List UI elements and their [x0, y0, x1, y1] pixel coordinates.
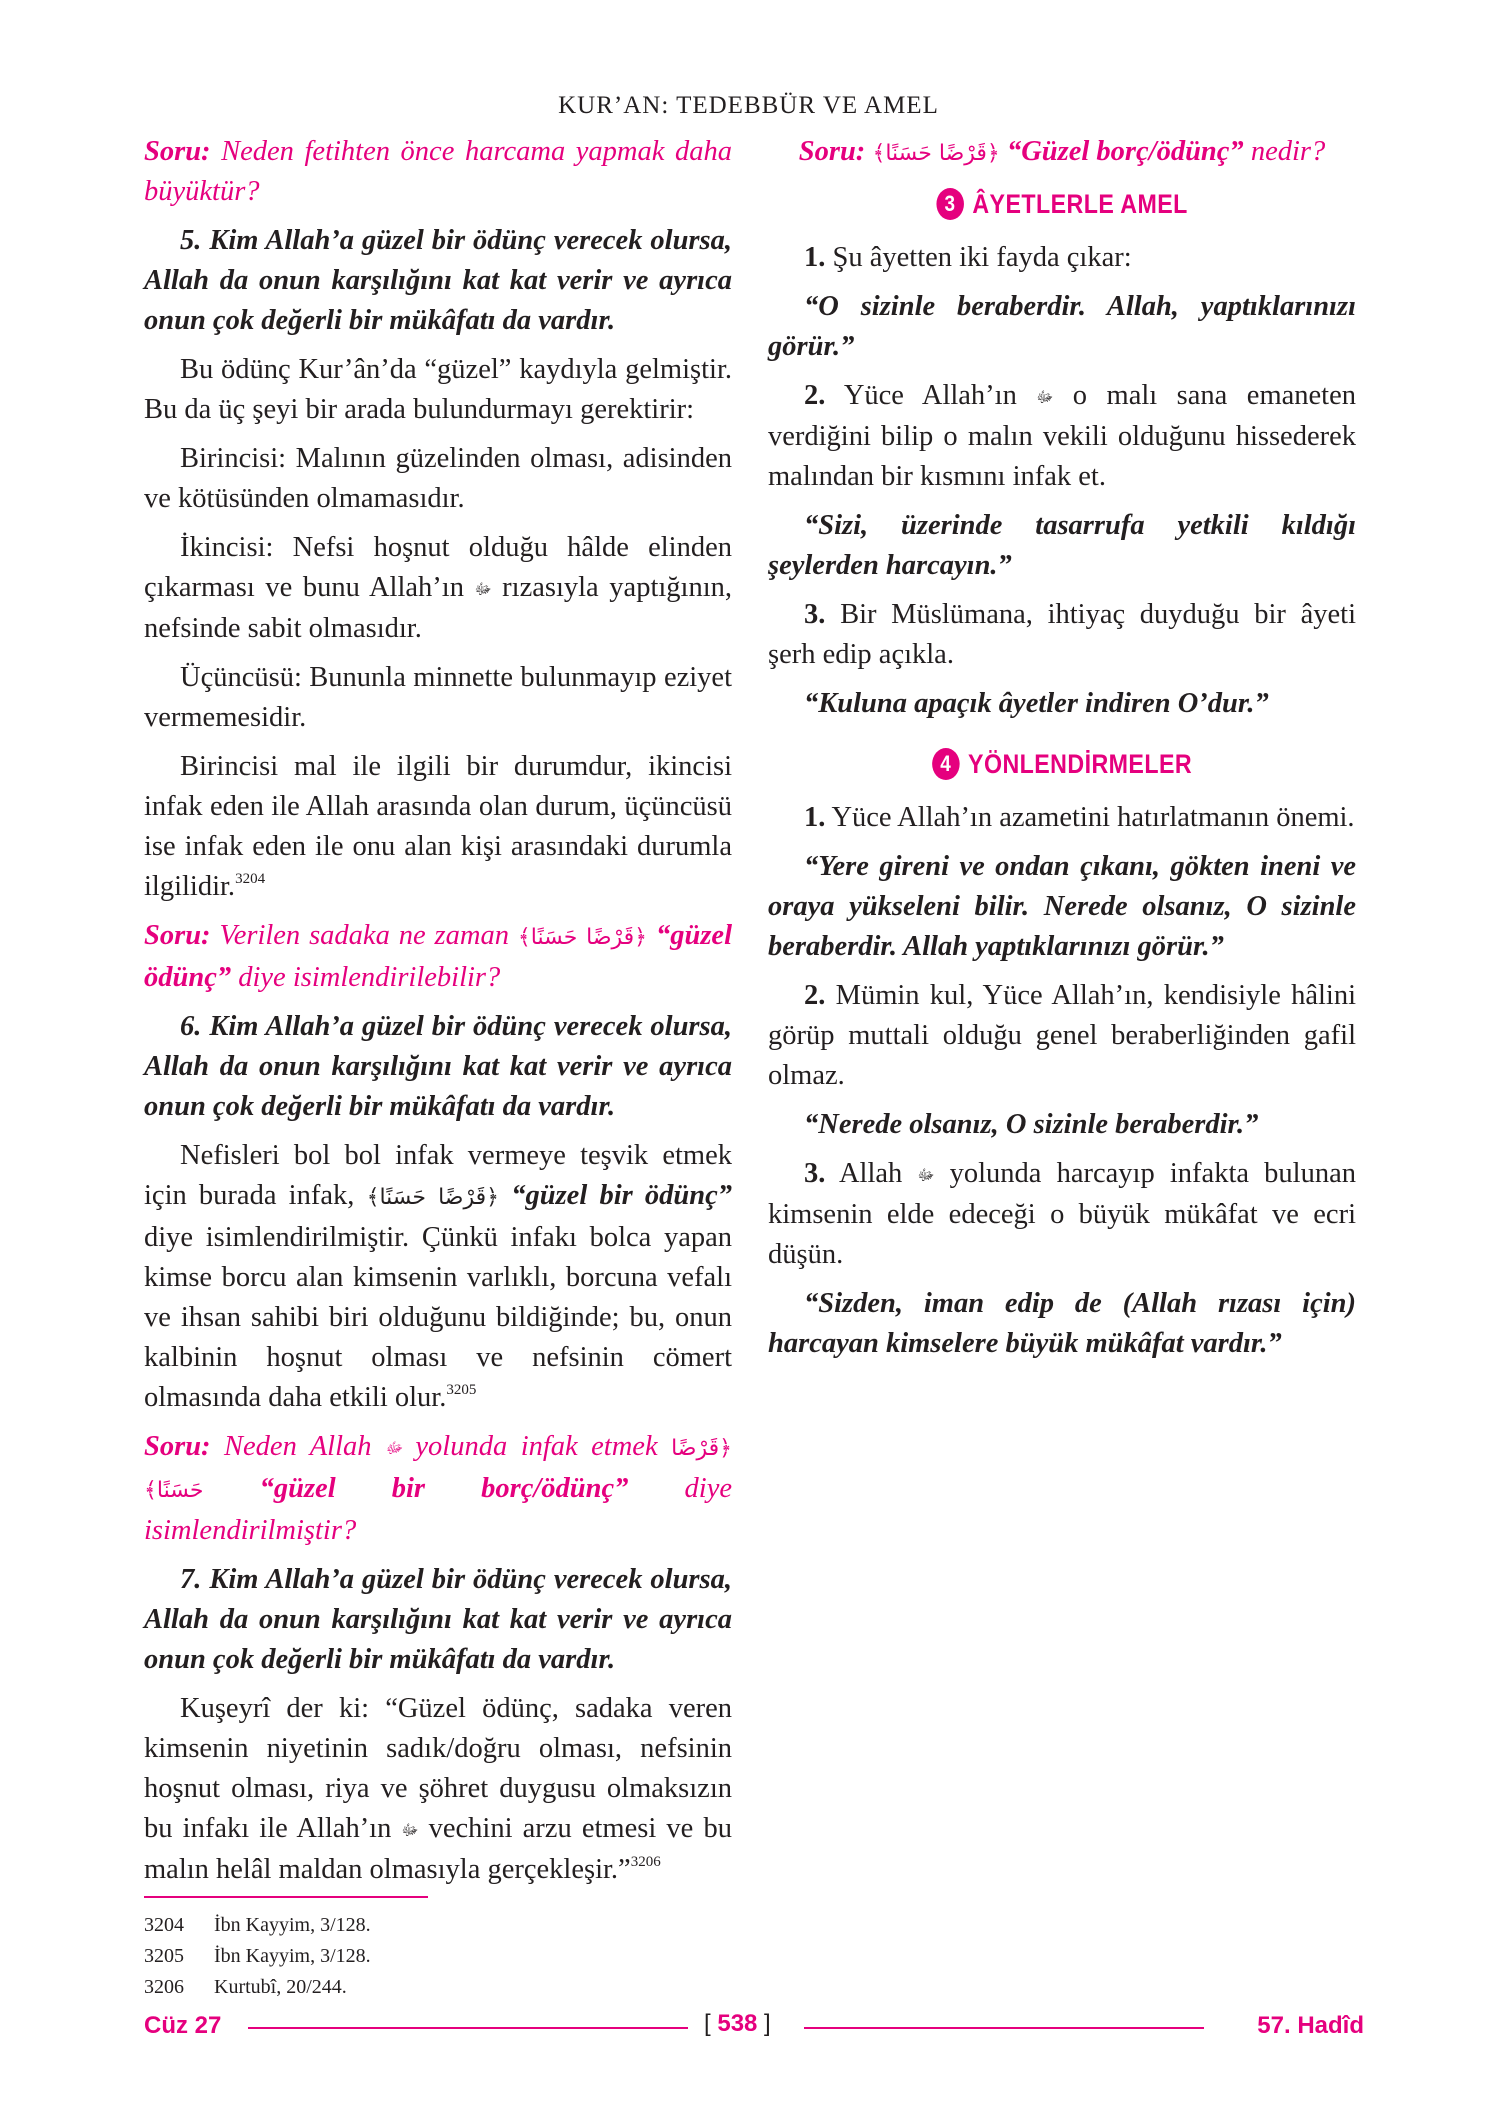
footnote-ref[interactable]: 3206: [630, 1854, 661, 1870]
text: diye isimlendirilmiştir. Çünkü infakı bolca yapan kimse borcu alan kimsenin varlıklı, borcuna vefalı ve ihsan sahibi biri olduğunu bildiğinde; bu, onun kalbinin hoşnut olması ve nefsinin cömert olmasında daha etkili olur.: [144, 1222, 732, 1413]
list-item: [768, 1154, 1356, 1275]
running-header: KUR’AN: TEDEBBÜR VE AMEL: [558, 92, 939, 119]
arabic-phrase: ﴿قَرْضًا حَسَنًا﴾: [517, 925, 648, 950]
quote: “Yere gireni ve ondan çıkanı, gökten ineni ve oraya yükseleni bilir. Nerede olsanız, O sizinle beraberdir. Allah yaptıklarınızı görür.”: [768, 851, 1356, 962]
footer-rule-right: [804, 2027, 1204, 2029]
text: Allah: [825, 1158, 918, 1189]
text: Yüce Allah’ın azametini hatırlatmanın önemi.: [825, 802, 1355, 833]
item-number: 3.: [804, 1158, 826, 1189]
text: Yüce Allah’ın: [825, 380, 1037, 411]
honorific-icon: ﷻ: [1036, 388, 1054, 406]
footnote-number: 3206: [144, 1976, 184, 1998]
verse-number: 6.: [180, 1011, 202, 1042]
section-number-badge: 3: [936, 188, 964, 220]
list-item: [768, 976, 1356, 1096]
question-2: [144, 916, 732, 998]
quote: “Nerede olsanız, O sizinle beraberdir.”: [804, 1109, 1259, 1140]
right-column: [768, 132, 1356, 1373]
verse-5: [144, 221, 732, 341]
section-heading-3: [809, 188, 1315, 220]
paragraph: [144, 1689, 732, 1890]
list-item: [768, 595, 1356, 675]
arabic-phrase: ﴿قَرْضًا حَسَنًا﴾: [872, 141, 1000, 166]
verse-6: [144, 1007, 732, 1127]
question-text: diye isimlendirilmiştir?: [144, 1473, 733, 1546]
page-number-value: 538: [717, 2010, 758, 2037]
honorific-icon: ﷻ: [385, 1439, 402, 1457]
verse-text: Kim Allah’a güzel bir ödünç verecek olursa, Allah da onun karşılığını kat kat verir ve ayrıca onun çok değerli bir mükâfatı da vardır.: [144, 1011, 732, 1122]
question-text: yolunda infak etmek: [401, 1431, 672, 1462]
question-text: diye isimlendirilebilir?: [231, 962, 501, 993]
question-text: Neden fetihten önce harcama yapmak daha büyüktür?: [144, 136, 732, 207]
term: “Güzel borç/ödünç”: [999, 136, 1244, 167]
question-text: Verilen sadaka ne zaman: [210, 920, 518, 951]
paragraph: [144, 528, 732, 649]
item-number: 2.: [804, 980, 826, 1011]
question-text: Neden Allah: [210, 1431, 385, 1462]
term: “güzel bir borç/ödünç”: [203, 1473, 629, 1504]
honorific-icon: ﷻ: [401, 1821, 419, 1839]
left-column: [144, 132, 732, 1899]
footnotes: [144, 1910, 371, 2003]
footnote: [144, 1910, 371, 1941]
honorific-icon: ﷻ: [474, 580, 492, 598]
text: Birincisi mal ile ilgili bir durumdur, ikincisi infak eden ile Allah arasında olan durum, üçüncüsü ise infak eden ile onu alan kişi arasındaki durumla ilgilidir.: [144, 751, 732, 902]
question-label: Soru:: [144, 136, 211, 167]
question-1: [144, 132, 732, 212]
item-number: 1.: [804, 802, 826, 833]
section-title: ÂYETLERLE AMEL: [972, 188, 1188, 219]
footnote: [144, 1941, 371, 1972]
juz-label: Cüz 27: [144, 2012, 222, 2039]
text: Bir Müslümana, ihtiyaç duyduğu bir âyeti şerh edip açıkla.: [768, 599, 1356, 670]
paragraph: Üçüncüsü: Bununla minnette bulunmayıp eziyet vermemesidir.: [144, 662, 732, 733]
honorific-icon: ﷻ: [917, 1166, 935, 1184]
text: vechini arzu etmesi ve bu malın helâl maldan olmasıyla gerçekleşir.”: [144, 1813, 732, 1885]
page-number: [704, 2010, 771, 2038]
footnote-text: Kurtubî, 20/244.: [214, 1976, 347, 1998]
verse-text: Kim Allah’a güzel bir ödünç verecek olursa, Allah da onun karşılığını kat kat verir ve ayrıca onun çok değerli bir mükâfatı da vardır.: [144, 225, 732, 336]
verse-text: Kim Allah’a güzel bir ödünç verecek olursa, Allah da onun karşılığını kat kat verir ve ayrıca onun çok değerli bir mükâfatı da vardır.: [144, 1564, 732, 1675]
footnote: [144, 1972, 371, 2003]
footer-rule-left: [248, 2027, 688, 2029]
section-title: YÖNLENDİRMELER: [968, 748, 1193, 779]
question-label: Soru:: [144, 1431, 211, 1462]
question-3: [144, 1427, 732, 1551]
arabic-phrase: ﴿قَرْضًا حَسَنًا﴾: [366, 1185, 500, 1210]
list-item: [768, 798, 1356, 838]
footnote-ref[interactable]: 3204: [235, 871, 266, 887]
quote: “Sizi, üzerinde tasarrufa yetkili kıldığı şeylerden harcayın.”: [768, 510, 1356, 581]
footnote-divider: [144, 1896, 428, 1898]
list-item: [768, 238, 1356, 278]
term: “güzel bir ödünç”: [499, 1180, 732, 1211]
section-number-badge: 4: [932, 748, 960, 780]
bracket: [: [704, 2010, 718, 2037]
text: rızasıyla yaptığının, nefsinde sabit olmasıdır.: [144, 572, 733, 644]
section-heading-4: [809, 748, 1315, 780]
paragraph: [144, 747, 732, 907]
text: o malı sana emaneten verdiğini bilip o malın vekili olduğunu hissederek malından bir kısmını infak et.: [768, 380, 1356, 492]
verse-7: [144, 1560, 732, 1680]
question-label: Soru:: [798, 136, 866, 167]
question-text: nedir?: [1243, 136, 1326, 167]
item-number: 2.: [804, 380, 826, 411]
item-number: 3.: [804, 599, 826, 630]
paragraph: Bu ödünç Kur’ân’da “güzel” kaydıyla gelmiştir. Bu da üç şeyi bir arada bulundurmayı gerektirir:: [144, 354, 732, 425]
term: “güzel ödünç”: [144, 920, 732, 993]
question-label: Soru:: [144, 920, 211, 951]
verse-number: 7.: [180, 1564, 202, 1595]
quote: “O sizinle beraberdir. Allah, yaptıklarınızı görür.”: [768, 291, 1356, 362]
footnote-text: İbn Kayyim, 3/128.: [214, 1914, 371, 1936]
surah-label: 57. Hadîd: [1257, 2012, 1364, 2039]
text: Kuşeyrî der ki: “Güzel ödünç, sadaka veren kimsenin niyetinin sadık/doğru olması, nefsinin hoşnut olması, riya ve şöhret duygusu olmaksızın bu infakı ile Allah’ın: [144, 1693, 732, 1844]
item-number: 1.: [804, 242, 826, 273]
page-footer: [144, 2012, 1364, 2042]
text: Mümin kul, Yüce Allah’ın, kendisiyle hâlini görüp muttali olduğu genel beraberliğinden gafil olmaz.: [768, 980, 1356, 1091]
bracket: ]: [757, 2010, 771, 2037]
verse-number: 5.: [180, 225, 202, 256]
list-item: [768, 376, 1356, 497]
footnote-number: 3204: [144, 1914, 184, 1936]
text: Şu âyetten iki fayda çıkar:: [825, 242, 1132, 273]
footnote-number: 3205: [144, 1945, 184, 1967]
arabic-phrase: ﴿قَرْضًا حَسَنًا﴾: [144, 1436, 732, 1503]
question-4: [768, 132, 1356, 174]
paragraph: Birincisi: Malının güzelinden olması, adisinden ve kötüsünden olmamasıdır.: [144, 443, 732, 514]
text: Nefisleri bol bol infak vermeye teşvik etmek için burada infak,: [144, 1140, 732, 1211]
text: yolunda harcayıp infakta bulunan kimsenin elde edeceği o büyük mükâfat ve ecri düşün.: [768, 1158, 1357, 1270]
footnote-ref[interactable]: 3205: [446, 1382, 477, 1398]
footnote-text: İbn Kayyim, 3/128.: [214, 1945, 371, 1967]
quote: “Sizden, iman edip de (Allah rızası için) harcayan kimselere büyük mükâfat vardır.”: [768, 1288, 1356, 1359]
quote: “Kuluna apaçık âyetler indiren O’dur.”: [804, 688, 1269, 719]
paragraph: [144, 1136, 732, 1418]
text: İkincisi: Nefsi hoşnut olduğu hâlde elinden çıkarması ve bunu Allah’ın: [144, 532, 732, 603]
